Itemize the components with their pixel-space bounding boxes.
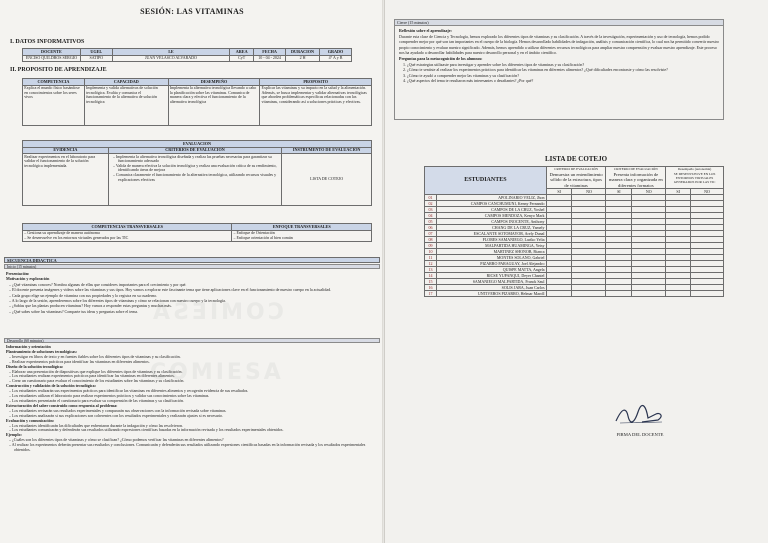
purpose-competencia: Explica el mundo físico basándose en conocimientos sobre los seres vivos (23, 85, 85, 125)
criterion-top: CRITERIO DE EVALUACIÓN (614, 167, 658, 171)
si-header: SI (666, 189, 691, 195)
criterion-header (546, 167, 606, 189)
bullet-line: – Investigar en libros de texto y en fuentes fiables sobre los diferentes tipos de vitaminas y su clasificación. (9, 353, 181, 359)
question-item: 2. ¿Cómo te sentiste al realizar los experimentos prácticos para identificar las vitaminas en diferentes alimentos? ¿Qué dificultades encontraste y cómo las resolviste? (403, 67, 668, 73)
section-heading-datos: I. DATOS INFORMATIVOS (10, 39, 85, 45)
evaluation-evidence: Realizar experimentos en el laboratorio para validar el funcionamiento de la solución tecnológica implementada. (23, 154, 109, 206)
bullet-line: – Los estudiantes utilizan el laboratorio para realizar experimentos prácticos y validar sus conocimientos sobre las vitaminas. (9, 393, 210, 399)
info-value: CyT (230, 55, 254, 62)
student-name: SAMANIEGO MALPARTIDA, Franck Saul (437, 279, 547, 285)
check-cell[interactable] (666, 291, 691, 297)
student-name: CHANG DE LA CRUZ, Yamely (437, 225, 547, 231)
criterion-text: Presenta información de manera clara y organizada en diferentes formatos (608, 172, 663, 188)
block-heading: Planteamiento de soluciones tecnológicas: (6, 348, 77, 354)
cierre-intro: Durante esta clase de Ciencia y Tecnología, hemos explorado los diferentes tipos de vitaminas y su clasificación. A través de la investigación, experimentación y uso de tecnología, hemos podido comprender mejor por qué son tan importantes en el cuerpo de la biología. Hemos desarrollado habilidades de indagación, análisis y comunicación científica, lo cual nos ha permitido convertir nuestro propio conocimiento y evaluar nuestro significado. Además, hemos aprendido a utilizar diferentes recursos tecnológicos para ampliar nuestra comprensión y evaluar nuestro aprendizaje. Este proceso nos ha ayudado a desarrollar habilidades para nuestro desarrollo personal y en el ámbito científico. (399, 33, 720, 56)
si-header: SI (606, 189, 632, 195)
students-header: ESTUDIANTES (425, 167, 547, 195)
block-heading: Diseño de la solución tecnológica: (6, 363, 64, 369)
desarrollo-content (6, 345, 378, 453)
student-name: CAMPOS INOCENTE, Anthony (437, 219, 547, 225)
bullet-line: – Cada grupo elige un ejemplo de vitamina con sus propiedades y lo registra en su cuaderno. (9, 292, 158, 298)
bullet-line: – ¿Cuáles son los diferentes tipos de vitaminas y cómo se clasifican? ¿Cómo podemos verificar las vitaminas en diferentes alimentos? (9, 437, 224, 443)
evaluation-criteria (108, 154, 281, 206)
bullet-line: – Los estudiantes realizarán sus experimentos prácticos para identificar las vitaminas en diferentes alimentos y recogerán evidencia de sus resultados. (9, 388, 249, 394)
evaluation-header: CRITERIOS DE EVALUACION (108, 147, 281, 154)
bullet-line: – Los estudiantes identificarán las dificultades que enfrentaron durante la indagación y cómo las resolvieron. (9, 422, 184, 428)
page-title: SESIÓN: LAS VITAMINAS (140, 7, 244, 16)
info-header: AREA (230, 49, 254, 56)
evaluation-table (22, 140, 372, 206)
question-item: 4. ¿Qué aspectos del tema te resultaron más interesantes o desafiantes? ¿Por qué? (403, 78, 534, 84)
info-value: SATIPO (80, 55, 112, 62)
transversal-item: – Gestiona su aprendizaje de manera autónoma (24, 230, 100, 236)
table-row (425, 291, 724, 297)
desarrollo-label: Desarrollo (60 minutos) (4, 338, 380, 343)
si-header: SI (546, 189, 572, 195)
evaluation-header: INSTRUMENTO DE EVALUACION (282, 147, 372, 154)
row-number: 17 (425, 291, 437, 297)
criteria-item: – Comunica claramente el funcionamiento de la alternativa tecnológica, utilizando recursos visuales y explicaciones efectivas (112, 172, 277, 182)
bullet-line: – ¿Qué sabes sobre las vitaminas? Comparte tus ideas y preguntas sobre el tema. (9, 308, 139, 314)
no-header: NO (572, 189, 606, 195)
cierre-box (394, 19, 724, 120)
info-table (22, 48, 352, 62)
no-header: NO (632, 189, 666, 195)
purpose-header: COMPETENCIA (23, 79, 85, 86)
question-item: 3. ¿Cómo te ayudó a comprender mejor las vitaminas y su clasificación? (403, 72, 519, 78)
criterion-header (606, 167, 666, 189)
check-cell[interactable] (691, 291, 724, 297)
row-number: 16 (425, 285, 437, 291)
cierre-heading: Reflexión sobre el aprendizaje: (399, 28, 452, 33)
student-name: MALPARTIDA HUAMINGA, Yeisy (437, 243, 547, 249)
criterion-top: Desempeño (autonomía) (677, 167, 712, 171)
transversal-header: COMPETENCIAS TRANSVERSALES (23, 224, 232, 231)
transversal-competencias (23, 230, 232, 241)
transversal-table (22, 223, 372, 242)
inicio-label: Inicio (15 minutos) (4, 264, 380, 269)
purpose-header: CAPACIDAD (84, 79, 168, 86)
questions-heading: Preguntas para la metacognición de los alumnos: (399, 55, 483, 61)
transversal-enfoques (232, 230, 372, 241)
bullet-line: – Crear un cuestionario para evaluar el conocimiento de los estudiantes sobre las vitaminas y su clasificación. (9, 378, 185, 384)
student-name: CAMPOS MENDOZA, Kenyo Mark (437, 213, 547, 219)
row-number: 01 (425, 195, 437, 201)
check-cell[interactable] (632, 291, 666, 297)
transversal-header: ENFOQUE TRANSVERSALES (232, 224, 372, 231)
bullet-line: – ¿Qué vitaminas conoces? Nombra algunas de ellas que consideres importantes para el crecimiento y por qué. (9, 281, 187, 287)
student-name: UNTIVEROS PIZARRO, Helmar Maroll (437, 291, 547, 297)
bullet-line: – Los estudiantes comunicarán y defenderán sus resultados utilizando expresiones científicas basadas en la información revisada y los resultados experimentales obtenidos. (9, 427, 284, 433)
signature-caption: FIRMA DEL DOCENTE (616, 432, 664, 437)
teacher-signature (612, 404, 668, 437)
student-name: FLORES SAMANIEGO, Luriko Yelia (437, 237, 547, 243)
evaluation-instrument: LISTA DE COTEJO (282, 154, 372, 206)
info-header: FECHA (254, 49, 286, 56)
purpose-header: DESEMPEÑO (168, 79, 260, 86)
check-cell[interactable] (546, 291, 572, 297)
criterion-header (666, 167, 724, 189)
student-name: MARTINEZ SHONOB, Bianca (437, 249, 547, 255)
info-value: 4° A y B (320, 55, 352, 62)
bullet-line: – Elaborar una presentación de diapositivas que explique los diferentes tipos de vitaminas y su clasificación. (9, 368, 183, 374)
transversal-item: – Enfoque orientación al bien común (233, 234, 293, 240)
check-cell[interactable] (606, 291, 632, 297)
criterion-top: CRITERIO DE EVALUACIÓN (554, 167, 598, 171)
student-name: CAMPOS CANCHUMUNI, Kenny Fernando (437, 201, 547, 207)
row-number: 14 (425, 273, 437, 279)
checklist-table (424, 166, 724, 297)
criteria-item: – Implementa la alternativa tecnológica diseñada y realiza las pruebas necesarias para garantizar su funcionamiento adecuado (112, 153, 272, 164)
student-name: QUISPE MATTA, Angela (437, 267, 547, 273)
bullet-line: – ¿Sabías que las plantas producen vitaminas? Hoy vamos a responder estas preguntas y muchas más. (9, 303, 172, 309)
checklist-title: LISTA DE COTEJO (544, 155, 608, 163)
evaluation-header: EVIDENCIA (23, 147, 109, 154)
row-number: 08 (425, 237, 437, 243)
check-cell[interactable] (572, 291, 606, 297)
student-name: ESCALANTE SOTOMAYOR, Arely Dunal (437, 231, 547, 237)
row-number: 10 (425, 249, 437, 255)
block-heading: Construcción y validación de la solución tecnológica: (6, 383, 96, 389)
student-name: SOLIS JARA, Juan Carlos (437, 285, 547, 291)
info-header: GRADO (320, 49, 352, 56)
watermark-bottom: COMIESA (150, 360, 284, 385)
block-heading: Estructuración del saber construido como respuesta al problema: (6, 402, 118, 408)
block-heading: Ejemplo: (6, 432, 22, 438)
student-name: PIZARRO PARAGUAY, Joel Alejandro (437, 261, 547, 267)
bullet-line: – Los estudiantes analizarán si sus explicaciones son coherentes con los resultados experimentales y realizarán ajustes si es necesario. (9, 412, 224, 418)
cierre-label: Cierre (15 minutos) (395, 20, 723, 26)
block-heading: Información y orientación (6, 344, 51, 349)
purpose-table (22, 78, 372, 126)
signature-scribble (612, 404, 668, 426)
bullet-line: – A lo largo de la sesión, aprenderemos sobre los diferentes tipos de vitaminas y cómo se relacionan con nuestro cuerpo y la tecnología. (9, 298, 226, 304)
row-number: 07 (425, 231, 437, 237)
criterion-text: Demuestra un entendimiento sólido de la estructura, tipos de vitaminas (549, 172, 603, 188)
bullet-line: – Los estudiantes presentarán el cuestionario para evaluar su comprensión de las vitaminas y su clasificación. (9, 397, 185, 403)
info-header: DOCENTE (23, 49, 81, 56)
row-number: 11 (425, 255, 437, 261)
student-name: APOLINARIO VELIZ, Jhon (437, 195, 547, 201)
bullet-line: – El docente presenta imágenes y videos sobre las vitaminas y sus tipos. Hoy vamos a explorar este fascinante tema que tiene aplicaciones clave en el funcionamiento de nuestro cuerpo en la actualidad. (9, 287, 332, 293)
transversal-item: – Se desenvuelve en los entornos virtuales generados por las TIC (24, 234, 129, 240)
question-item: 1. ¿Qué estrategias utilizaste para investigar y aprender sobre los diferentes tipos de vitaminas y su clasificación? (403, 61, 585, 67)
row-number: 05 (425, 219, 437, 225)
block-heading: Motivación y exploración (6, 276, 50, 282)
student-name: MONTES SOLANO, Gabriel (437, 255, 547, 261)
bullet-line: – Los estudiantes revisarán sus resultados experimentales y compararán sus observaciones con la información revisada sobre vitaminas. (9, 407, 227, 413)
no-header: NO (691, 189, 724, 195)
row-number: 15 (425, 279, 437, 285)
student-name: CAMPOS DE LA CRUZ, Yoshel (437, 207, 547, 213)
row-number: 09 (425, 243, 437, 249)
student-name: RICSE YUPANQUI, Deyer Chantel (437, 273, 547, 279)
evaluation-caption: EVALUACION (23, 141, 372, 148)
row-number: 06 (425, 225, 437, 231)
cierre-content (395, 26, 723, 86)
block-heading: Evaluación y comunicación: (6, 417, 55, 423)
info-value: 10 - 04 - 2024 (254, 55, 286, 62)
bullet-line: – Realizar experimentos prácticos para identificar las vitaminas en diferentes alimentos. (9, 358, 150, 364)
bullet-line: – Al realizar los experimentos deberán presentar sus resultados y conclusiones. Comunicarán y defenderán sus resultados utilizando expresiones científicas basadas en la información revisada y los resultados experimentales obtenidos. (9, 442, 366, 453)
info-value: ENCISO QUILDROS SERGIO (23, 55, 81, 62)
purpose-header: PROPOSITO (260, 79, 372, 86)
purpose-desempeno: Implementa la alternativa tecnológica llevando a cabo la planificación sobre las vitaminas. Comunica de manera clara y efectiva el funcionamiento de la alternativa tecnológica (168, 85, 260, 125)
bullet-line: – Los estudiantes realizan experimentos prácticos para identificar las vitaminas en diferentes alimentos. (9, 373, 175, 379)
info-value: JUAN VELASCO ALVARADO (112, 55, 229, 62)
section-heading-proposito: II. PROPOSITO DE APRENDIZAJE (10, 67, 107, 73)
watermark-top: COMIESA (150, 300, 284, 325)
row-number: 13 (425, 267, 437, 273)
inicio-content (6, 271, 378, 314)
purpose-capacidad: Implementa y valida alternativas de solución tecnológica. Evalúa y comunica el funcionamiento de la alternativa de solución tecnológica (84, 85, 168, 125)
sequence-strip: SECUENCIA DIDACTICA (4, 257, 380, 263)
info-value: 2 H (286, 55, 320, 62)
transversal-item: – Enfoque de Orientación (233, 230, 275, 236)
info-header: DURACION (286, 49, 320, 56)
criteria-item: – Valida de manera efectiva la solución tecnológica y realiza una evaluación crítica de su rendimiento, identificando áreas de mejora (112, 162, 277, 173)
row-number: 04 (425, 213, 437, 219)
row-number: 12 (425, 261, 437, 267)
row-number: 02 (425, 201, 437, 207)
info-header: I.E (112, 49, 229, 56)
info-header: UGEL (80, 49, 112, 56)
purpose-proposito: Explicar las vitaminas y su impacto en la salud y la alimentación. Además, se busca implementar y validar alternativas tecnológicas que aborden problemáticas específicas relacionadas con las vitaminas, considerando así a soluciones prácticas y efectivas. (260, 85, 372, 125)
criterion-text: SE DESENVUELVE EN LOS ENTORNOS VIRTUALES GENERADOS POR LAS TIC (673, 172, 716, 184)
block-heading: Presentación: (6, 271, 30, 276)
row-number: 03 (425, 207, 437, 213)
